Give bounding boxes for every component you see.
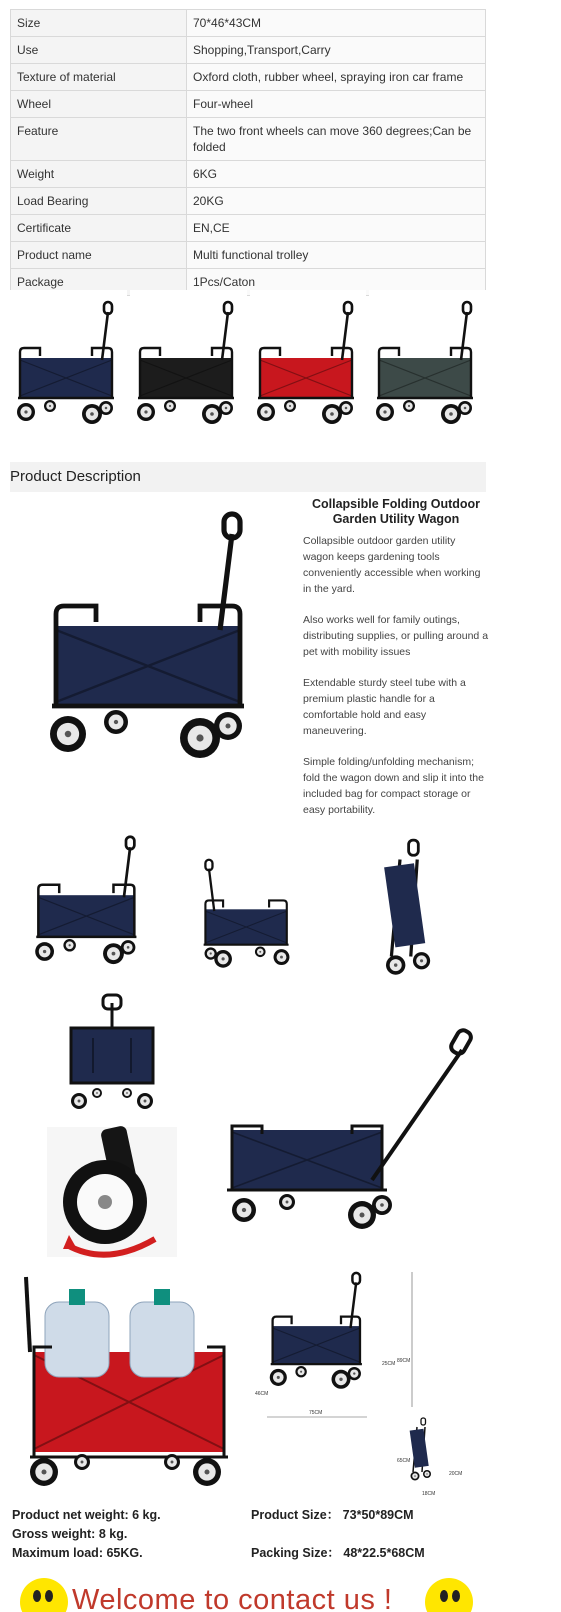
description-paragraph: Extendable sturdy steel tube with a premium plastic handle for a comfortable hold and easy maneuvering. xyxy=(303,677,466,737)
spec-row xyxy=(11,64,486,91)
packing-size: Packing Size： 48*22.5*68CM xyxy=(251,1546,425,1560)
spec-row xyxy=(11,161,486,188)
dimension-label: 65CM xyxy=(397,1458,411,1464)
spec-row xyxy=(11,215,486,242)
spec-value: 20KG xyxy=(187,188,486,215)
smiley-icon xyxy=(425,1578,473,1612)
spec-value: 1Pcs/Caton xyxy=(187,269,486,296)
max-load: Maximum load: 65KG. xyxy=(12,1546,143,1560)
dimension-label: 89CM xyxy=(397,1358,411,1364)
spec-row xyxy=(11,118,486,161)
spec-value: Oxford cloth, rubber wheel, spraying iron car frame xyxy=(187,64,486,91)
spec-value: The two front wheels can move 360 degrees;Can be folded xyxy=(187,118,486,161)
gross-weight: Gross weight: 8 kg. xyxy=(12,1527,128,1541)
spec-key: Package xyxy=(11,269,187,296)
gallery-image-front xyxy=(178,858,308,973)
weight-info xyxy=(12,1506,161,1563)
wagon-image xyxy=(252,300,367,430)
description-paragraph: Collapsible outdoor garden utility wagon keeps gardening tools conveniently accessible when working in the yard. xyxy=(303,535,481,595)
size-info xyxy=(251,1506,425,1563)
spec-table xyxy=(10,9,486,296)
section-header xyxy=(10,462,486,492)
wagon-image xyxy=(12,300,127,430)
spec-key: Use xyxy=(11,37,187,64)
main-product-image xyxy=(30,510,280,770)
spec-row xyxy=(11,91,486,118)
smiley-icon xyxy=(20,1578,68,1612)
gallery-image-pull xyxy=(222,1030,482,1240)
color-variant-row xyxy=(10,290,486,450)
wagon-thumb-navy[interactable] xyxy=(10,290,127,450)
section-title: Product Description xyxy=(10,468,141,485)
spec-value: 6KG xyxy=(187,161,486,188)
spec-key: Certificate xyxy=(11,215,187,242)
spec-key: Weight xyxy=(11,161,187,188)
spec-row xyxy=(11,10,486,37)
description-text xyxy=(303,533,489,833)
gallery-image-load-demo xyxy=(12,1267,242,1502)
wagon-thumb-black[interactable] xyxy=(130,290,247,450)
gallery-image-wheel-closeup xyxy=(47,1127,177,1257)
gallery-image-side xyxy=(30,830,150,975)
wagon-thumb-grey[interactable] xyxy=(369,290,486,450)
spec-row xyxy=(11,188,486,215)
gallery-image-folded xyxy=(365,838,435,978)
spec-key: Product name xyxy=(11,242,187,269)
gallery-image-dimensions xyxy=(247,1267,477,1502)
spec-key: Wheel xyxy=(11,91,187,118)
spec-value: Four-wheel xyxy=(187,91,486,118)
wagon-image xyxy=(371,300,486,430)
product-size: Product Size： 73*50*89CM xyxy=(251,1508,414,1522)
wagon-image xyxy=(132,300,247,430)
spec-key: Size xyxy=(11,10,187,37)
spec-value: EN,CE xyxy=(187,215,486,242)
spec-row xyxy=(11,37,486,64)
spec-key: Texture of material xyxy=(11,64,187,91)
description-title: Collapsible Folding Outdoor Garden Utility Wagon xyxy=(311,497,481,526)
dimension-label: 46CM xyxy=(255,1391,269,1397)
description-paragraph: Simple folding/unfolding mechanism; fold the wagon down and slip it into the included bag for compact storage or easy portability. xyxy=(303,756,484,816)
spec-value: Multi functional trolley xyxy=(187,242,486,269)
wagon-thumb-red[interactable] xyxy=(250,290,367,450)
net-weight: Product net weight: 6 kg. xyxy=(12,1508,161,1522)
banner-text: Welcome to contact us ! xyxy=(72,1584,393,1612)
spec-value: Shopping,Transport,Carry xyxy=(187,37,486,64)
contact-banner[interactable] xyxy=(10,1572,486,1612)
spec-value: 70*46*43CM xyxy=(187,10,486,37)
dimension-label: 25CM xyxy=(382,1361,396,1367)
spec-key: Feature xyxy=(11,118,187,161)
description-paragraph: Also works well for family outings, distributing supplies, or pulling around a pet with mobility issues xyxy=(303,614,489,658)
dimension-label: 18CM xyxy=(422,1491,436,1497)
gallery-image-top-view xyxy=(65,993,160,1118)
spec-key: Load Bearing xyxy=(11,188,187,215)
dimension-label: 75CM xyxy=(309,1410,323,1416)
spec-row xyxy=(11,242,486,269)
dimension-label: 20CM xyxy=(449,1471,463,1477)
